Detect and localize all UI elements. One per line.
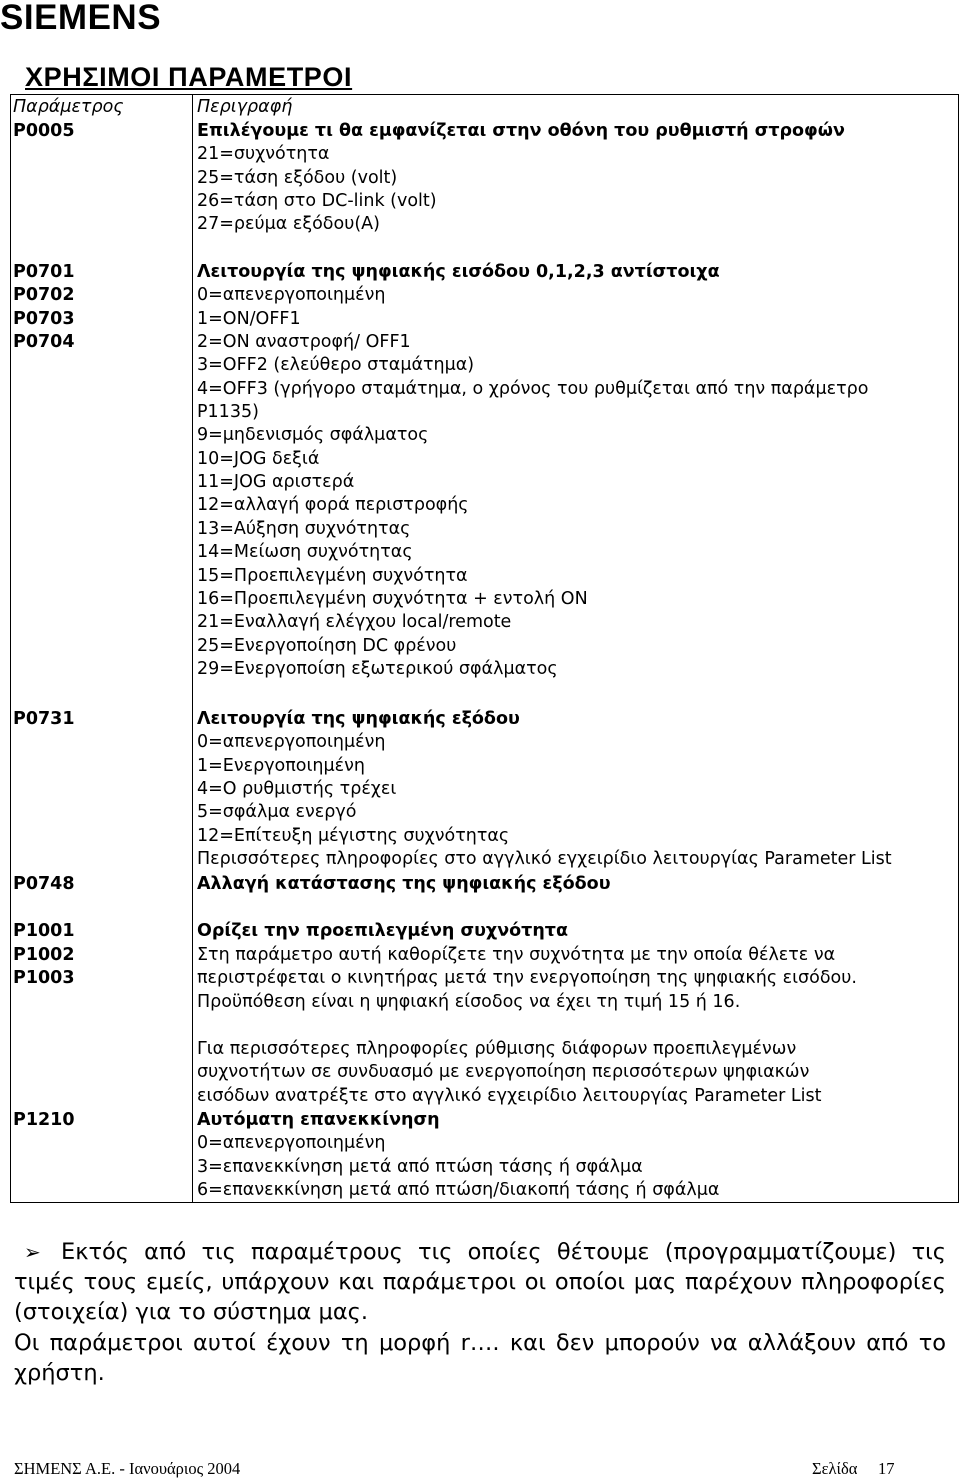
param-code: P1003	[13, 968, 75, 988]
description-heading: Αλλαγή κατάστασης της ψηφιακής εξόδου	[197, 874, 611, 894]
description-line: 4=O ρυθμιστής τρέχει	[197, 779, 397, 799]
footer-page	[812, 1459, 895, 1479]
description-line: 4=OFF3 (γρήγορο σταμάτημα, ο χρόνος του ρυθμίζεται από την παράμετρο	[197, 379, 869, 399]
table-top-border	[10, 94, 959, 95]
description-line: Στη παράμετρο αυτή καθορίζετε την συχνότητα με την οποία θέλετε να	[197, 945, 836, 965]
arrow-bullet-icon: ➢	[24, 1240, 41, 1264]
description-line: Προϋπόθεση είναι η ψηφιακή είσοδος να έχει τη τιμή 15 ή 16.	[197, 992, 741, 1012]
description-line: 1=ON/OFF1	[197, 309, 301, 329]
page-title: ΧΡΗΣΙΜΟΙ ΠΑΡΑΜΕΤΡΟΙ	[25, 62, 353, 92]
description-heading: Ορίζει την προεπιλεγμένη συχνότητα	[197, 921, 568, 941]
param-code: P0731	[13, 709, 75, 729]
description-line: 3=επανεκκίνηση μετά από πτώση τάσης ή σφάλμα	[197, 1157, 643, 1177]
param-code: P0704	[13, 332, 75, 352]
description-line: εισόδων ανατρέξτε στο αγγλικό εγχειρίδιο λειτουργίας Parameter List	[197, 1086, 822, 1106]
description-line: 25=τάση εξόδου (volt)	[197, 168, 398, 188]
column-header-parameter: Παράμετρος	[13, 97, 124, 117]
description-heading: Λειτουργία της ψηφιακής εισόδου 0,1,2,3 αντίστοιχα	[197, 262, 720, 282]
description-line: 29=Ενεργοποίση εξωτερικού σφάλματος	[197, 659, 558, 679]
table-right-border	[958, 94, 959, 1203]
description-heading: Λειτουργία της ψηφιακής εξόδου	[197, 709, 520, 729]
description-line: 12=αλλαγή φορά περιστροφής	[197, 495, 469, 515]
description-line: 21=συχνότητα	[197, 144, 330, 164]
description-line: συχνοτήτων σε συνδυασμό με ενεργοποίηση περισσότερων ψηφιακών	[197, 1062, 810, 1082]
description-line: 12=Επίτευξη μέγιστης συχνότητας	[197, 826, 510, 846]
table-left-border	[10, 94, 11, 1203]
footer-company-date: ΣΗΜΕΝΣ Α.Ε. - Ιανουάριος 2004	[14, 1459, 241, 1478]
description-line: 15=Προεπιλεγμένη συχνότητα	[197, 566, 468, 586]
bullet-paragraph	[14, 1237, 946, 1328]
param-code: P0702	[13, 285, 75, 305]
description-line: 10=JOG δεξιά	[197, 449, 320, 469]
bullet-text: Οι παράμετροι αυτοί έχουν τη μορφή r…. και δεν μπορούν να αλλάξουν από το χρήστη.	[14, 1329, 946, 1386]
description-line: 14=Μείωση συχνότητας	[197, 542, 413, 562]
description-line: 6=επανεκκίνηση μετά από πτώση/διακοπή τάσης ή σφάλμα	[197, 1180, 720, 1200]
param-code: P0701	[13, 262, 75, 282]
description-heading: Αυτόματη επανεκκίνηση	[197, 1110, 440, 1130]
description-line: περιστρέφεται ο κινητήρας μετά την ενεργοποίηση της ψηφιακής εισόδου.	[197, 968, 857, 988]
description-line: 9=μηδενισμός σφάλματος	[197, 425, 429, 445]
table-column-divider	[192, 94, 193, 1203]
description-line: 5=σφάλμα ενεργό	[197, 802, 357, 822]
description-line: 0=απενεργοποιημένη	[197, 1133, 386, 1153]
column-header-description: Περιγραφή	[197, 97, 293, 117]
description-line: 27=ρεύμα εξόδου(A)	[197, 214, 380, 234]
description-line: 2=ON αναστροφή/ OFF1	[197, 332, 411, 352]
bullet-paragraph	[14, 1328, 946, 1388]
description-line: 0=απενεργοποιημένη	[197, 285, 386, 305]
page-label: Σελίδα	[812, 1459, 858, 1478]
brand-logo: SIEMENS	[0, 0, 162, 37]
param-code: P1001	[13, 921, 75, 941]
description-line: P1135)	[197, 402, 259, 422]
param-code: P0005	[13, 121, 75, 141]
description-line: 16=Προεπιλεγμένη συχνότητα + εντολή ON	[197, 589, 588, 609]
description-line: 3=OFF2 (ελεύθερο σταμάτημα)	[197, 355, 475, 375]
param-code: P0748	[13, 874, 75, 894]
page-number: 17	[878, 1459, 895, 1478]
param-code: P1210	[13, 1110, 75, 1130]
description-line: 26=τάση στο DC-link (volt)	[197, 191, 437, 211]
description-line: Περισσότερες πληροφορίες στο αγγλικό εγχειρίδιο λειτουργίας Parameter List	[197, 849, 892, 869]
description-line: 13=Αύξηση συχνότητας	[197, 519, 411, 539]
notes-section	[14, 1237, 946, 1388]
description-line: 1=Ενεργοποιημένη	[197, 756, 365, 776]
bullet-text: Εκτός από τις παραμέτρους τις οποίες θέτουμε (προγραμματίζουμε) τις τιμές τους εμείς, υπάρχουν και παράμετροι οι οποίοι μας παρέχουν πληροφορίες (στοιχεία) για το σύστημα μας.	[14, 1239, 946, 1326]
description-line: 0=απενεργοποιημένη	[197, 732, 386, 752]
description-heading: Επιλέγουμε τι θα εμφανίζεται στην οθόνη του ρυθμιστή στροφών	[197, 121, 845, 141]
description-line: 11=JOG αριστερά	[197, 472, 355, 492]
param-code: P1002	[13, 945, 75, 965]
description-line: 25=Ενεργοποίηση DC φρένου	[197, 636, 457, 656]
param-code: P0703	[13, 309, 75, 329]
description-line: Για περισσότερες πληροφορίες ρύθμισης διάφορων προεπιλεγμένων	[197, 1039, 797, 1059]
description-line: 21=Εναλλαγή ελέγχου local/remote	[197, 612, 512, 632]
